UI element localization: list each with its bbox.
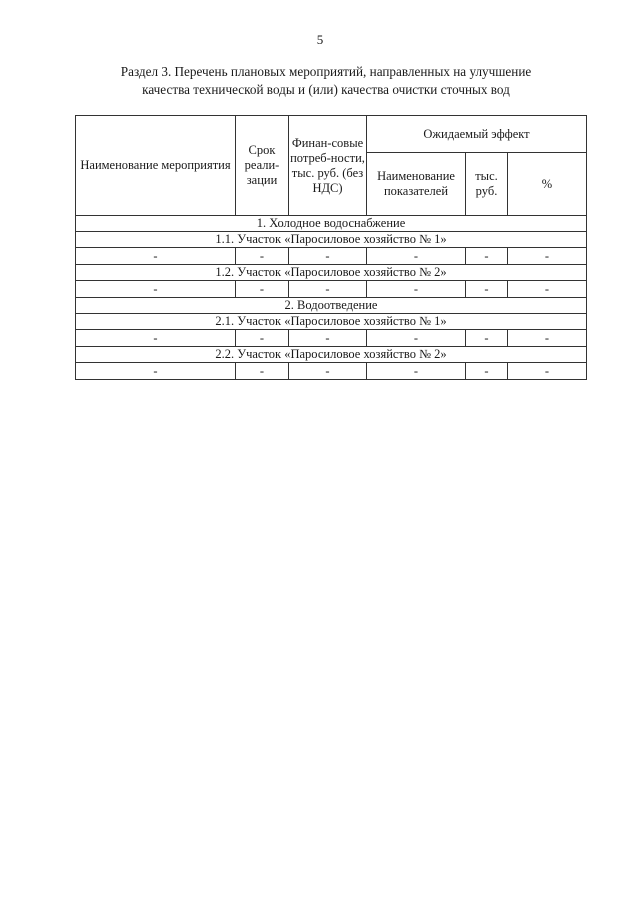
table-cell: - [236, 330, 289, 347]
table-cell: - [466, 248, 508, 265]
measures-table [75, 115, 587, 380]
table-row [76, 281, 587, 298]
header-indicators-name: Наименование показателей [367, 153, 466, 216]
header-percent: % [508, 153, 587, 216]
table-cell: - [76, 281, 236, 298]
table-cell: - [466, 281, 508, 298]
table-cell: - [236, 248, 289, 265]
subsection-row: 2.1. Участок «Паросиловое хозяйство № 1» [76, 314, 587, 330]
page-number: 5 [316, 32, 324, 47]
header-financial-needs: Финан-совые потреб-ности, тыс. руб. (без НДС) [289, 116, 367, 216]
subsection-row: 1.2. Участок «Паросиловое хозяйство № 2» [76, 265, 587, 281]
subsection-row: 2.2. Участок «Паросиловое хозяйство № 2» [76, 347, 587, 363]
table-cell: - [367, 248, 466, 265]
table-cell: - [367, 363, 466, 380]
table-cell: - [466, 363, 508, 380]
section-row: 2. Водоотведение [76, 298, 587, 314]
header-implementation-period: Срок реали-зации [236, 116, 289, 216]
table-cell: - [466, 330, 508, 347]
table-cell: - [76, 363, 236, 380]
table-cell: - [508, 248, 587, 265]
table-cell: - [367, 330, 466, 347]
table-cell: - [236, 363, 289, 380]
header-expected-effect: Ожидаемый эффект [367, 116, 587, 153]
section-title-line-1: Раздел 3. Перечень плановых мероприятий, направленных на улучшение [120, 64, 532, 79]
table-cell: - [236, 281, 289, 298]
table-cell: - [289, 363, 367, 380]
table-row [76, 248, 587, 265]
section-title [70, 63, 582, 99]
table-cell: - [508, 330, 587, 347]
section-title-line-2: качества технической воды и (или) качества очистки сточных вод [142, 82, 510, 97]
table-cell: - [508, 363, 587, 380]
header-measure-name: Наименование мероприятия [76, 116, 236, 216]
table-cell: - [367, 281, 466, 298]
table-cell: - [508, 281, 587, 298]
table-row [76, 363, 587, 380]
subsection-row: 1.1. Участок «Паросиловое хозяйство № 1» [76, 232, 587, 248]
table-cell: - [76, 330, 236, 347]
table-cell: - [289, 330, 367, 347]
table-cell: - [289, 248, 367, 265]
section-row: 1. Холодное водоснабжение [76, 216, 587, 232]
table-cell: - [76, 248, 236, 265]
table-cell: - [289, 281, 367, 298]
table-row [76, 330, 587, 347]
header-thousand-rubles: тыс. руб. [466, 153, 508, 216]
